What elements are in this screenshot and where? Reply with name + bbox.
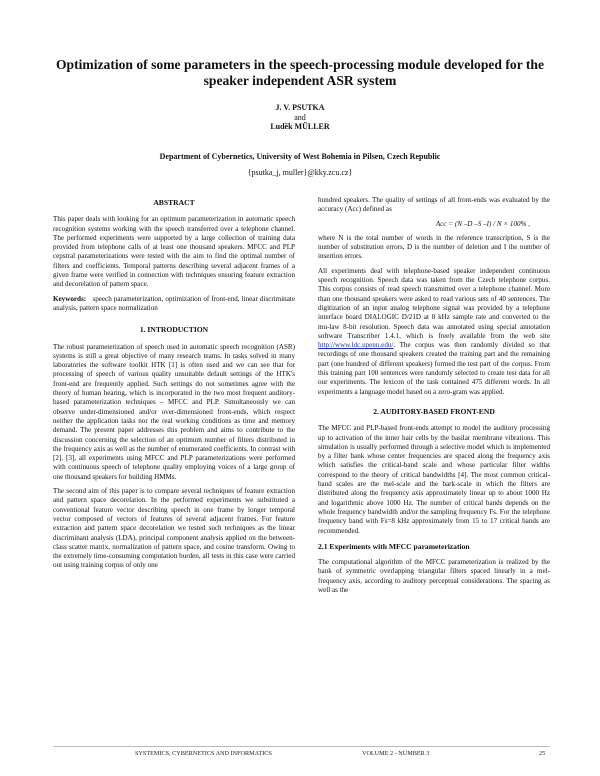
left-column [53,196,295,576]
equation-explanation: where N is the total number of words in the reference transcription, S is the number of substitution errors, D is the number of deletion and I the number of insertion errors. [318,233,550,261]
keywords-label: Keywords: [53,294,87,303]
mfcc-subsection-paragraph: The computational algorithm of the MFCC parameterization is realized by the bank of symmetric overlapping triangular filters spaced linearly in a mel-frequency axis, according to auditory perceptual considerations. The spacing as well as the [318,558,550,594]
accuracy-equation: Acc = (N –D –S –I) / N × 100% , [435,219,530,228]
author-email: {psutka_j, muller}@kky.zcu.cz} [247,168,353,177]
keywords-text: speech parameterization, optimization of front-end, linear discriminate analysis, pattern space normalization [53,294,295,312]
author-block [100,103,500,132]
introduction-paragraph-1: The robust parameterization of speech used in automatic speech recognition (ASR) systems is still a great objective of many research teams. In tasks solved in many laboratories the software toolkit HTK [1] is often used and we can see that for processing of speech of various quality unsuitable default settings of the HTK's front-end are frequently applied. Such settings do not sometimes agree with the theory of human hearing, which is incorporated in the two most frequent auditory-based parameterization techniques – MFCC and PLP. Simultaneously we can observe under-dimensioned and/or over-dimensioned front-ends, which respect neither the application tasks nor the real working conditions as time and memory demand. The present paper addresses this problem and aims to contribute to the discussion concerning the selection of an optimum number of filters distributed in the frequency axis as well as the number of enumerated coefficients. In contrast with [2], [3], all experiments using MFCC and PLP parameterizations were performed with continuous speech of telephone quality employing voices of a large group of one thousand speakers for building HMMs. [53,342,295,481]
abstract-heading: ABSTRACT [153,198,195,207]
affiliation: Department of Cybernetics, University of West Bohemia in Pilsen, Czech Republic [159,152,441,161]
ldc-link[interactable]: http://www.ldc.upenn.edu/ [318,341,394,350]
auditory-front-end-paragraph: The MFCC and PLP-based front-ends attempt to model the auditory processing up to activation of the inner hair cells by the basilar membrane vibrations. This simulation is usually performed through a selective model which is implemented by a filter bank whose center frequencies are spaced along the frequency axis which satisfies the critical-band scale and whose particular filter widths correspond to the theory of critical bandwidths [4]. The most common critical-band scales are the mel-scale and the bark-scale in which the filters are distributed along the frequency axis approximately linear up to about 1000 Hz and logarithmic above 1000 Hz. The number of critical bands depends on the whole frequency bandwidth and/or the sampling frequency Fs. For the telephone frequency band with Fs=8 kHz approximately from 15 to 17 critical bands are recommended. [318,424,550,535]
footer-journal: SYSTEMICS, CYBERNETICS AND INFORMATICS [135,750,272,757]
introduction-paragraph-2: The second aim of this paper is to compare several techniques of feature extraction and pattern space decorelation. In the performed experiments we substituted a conventional feature vector describing speech in one frame by longer temporal vector composed of vectors of features of several adjacent frames. For feature extraction and pattern space decorelation we tested such techniques as the linear discriminant analysis (LDA), principal component analysis applied on the between-class scatter matrix, normalization of pattern space, and cosine transform. Owing to the extremely time-consuming computation burden, all tests in this case were carried out using training corpus of only one [53,487,295,570]
paper-title: Optimization of some parameters in the speech-processing module developed for the speaker independent ASR system [55,57,545,88]
auditory-front-end-heading: 2. AUDITORY-BASED FRONT-END [373,406,495,416]
introduction-heading: 1. INTRODUCTION [139,325,209,335]
author-1: J. V. PSUTKA [275,103,325,112]
corpus-text-after-link: . The corpus was then randomly divided so that recordings of one thousand speakers created the training part and the remaining part (one hundred of different speakers) formed the test part of the corpus. From this training part 100 sentences were randomly selected to create test data for all our experiments. The lexicon of the task contained 475 different words. In all experiments a language model based on a zero-gram was applied. [318,341,550,396]
footer-page-number: 25 [539,750,546,757]
author-2: Luděk MÜLLER [270,122,330,132]
keywords-paragraph [53,295,295,314]
footer-volume: VOLUME 2 - NUMBER 3 [362,750,430,757]
author-conjunction: and [294,112,306,122]
right-column [318,196,550,600]
abstract-text: This paper deals with looking for an optimum parameterization in automatic speech recognition systems working with the speech transferred over a telephone channel. The performed experiments were supported by a large collection of training data provided from telephone calls of at least one thousand speakers. MFCC and PLP cepstral parameterizations were tested with the aim to find the optimal number of filters and coefficients. Temporal patterns describing several adjacent frames of a given frame were verified in connection with techniques ensuring feature extraction and decorelation of pattern space. [53,215,295,289]
mfcc-subsection-heading: 2.1 Experiments with MFCC parameterization [318,541,470,551]
accuracy-intro-paragraph: hundred speakers. The quality of settings of all front-ends was evaluated by the accuracy (Acc) defined as [318,196,550,214]
corpus-paragraph [318,267,550,397]
corpus-text-before-link: All experiments deal with telephone-based speaker independent continuous speech recognition. Speech data was taken from the Czech telephone corpus. This corpus consists of read speech transmitted over a telephone channel. More than one thousand speakers were asked to read various sets of 40 sentences. The digitization of an input analog telephone signal was provided by a telephone interface board DIALOGIC D/21D at 8 kHz sample rate and converted to the mu-law 8-bit resolution. Speech data was annotated using special annotation software Transcriber 1.4.1, which is freely available from the web site [318,266,550,340]
footer-divider [53,746,550,747]
